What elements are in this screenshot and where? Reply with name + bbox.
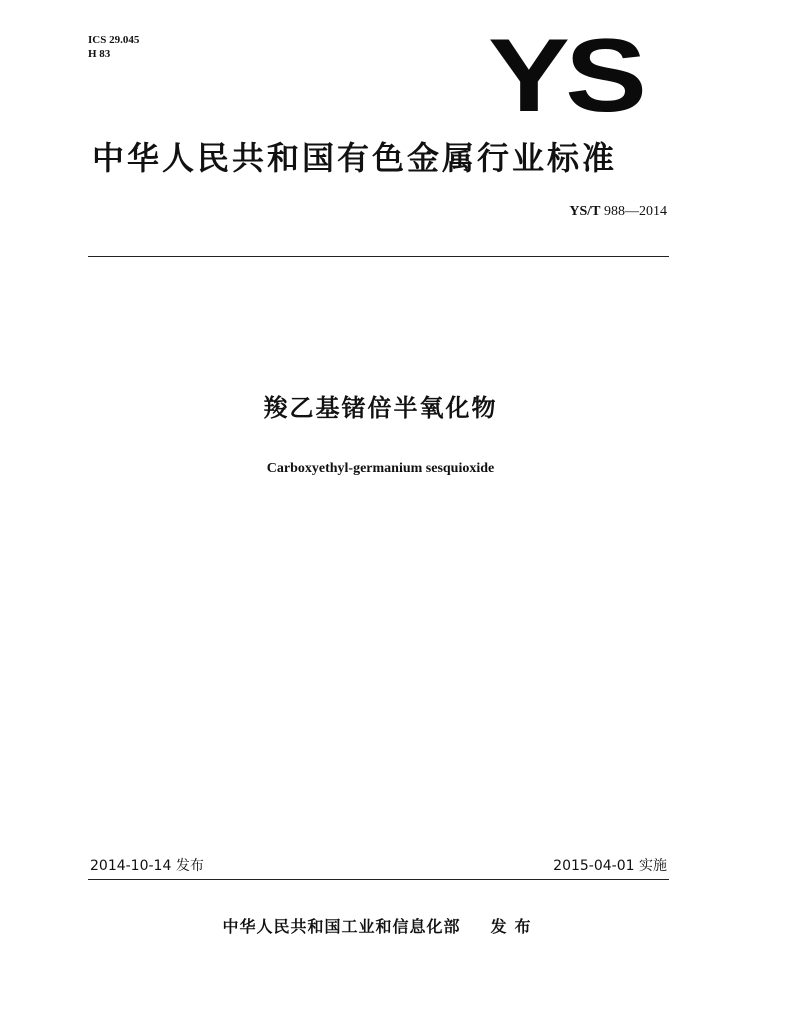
bottom-divider xyxy=(88,879,669,880)
category-code: H 83 xyxy=(88,48,111,60)
document-title-cn: 羧乙基锗倍半氧化物 xyxy=(263,394,498,422)
implement-date-block xyxy=(553,857,667,875)
standard-title: 中华人民共和国有色金属行业标准 xyxy=(92,139,618,177)
issuer-name: 中华人民共和国工业和信息化部 xyxy=(222,917,461,936)
issuer-block xyxy=(0,916,761,938)
issue-date: 2014-10-14 xyxy=(90,858,172,874)
standard-code-prefix: YS/T xyxy=(569,204,601,219)
standard-code-number: 988—2014 xyxy=(600,204,667,219)
issue-label: 发布 xyxy=(175,858,204,874)
ys-logo: YS xyxy=(488,18,643,134)
document-title-en: Carboxyethyl-germanium sesquioxide xyxy=(266,461,495,476)
ics-classification xyxy=(88,33,139,61)
standard-code xyxy=(569,203,667,221)
issuer-action: 发布 xyxy=(490,917,539,936)
implement-date: 2015-04-01 xyxy=(553,858,635,874)
top-divider xyxy=(88,256,669,257)
issue-date-block xyxy=(90,857,204,875)
implement-label: 实施 xyxy=(639,858,667,874)
ics-code: ICS 29.045 xyxy=(88,34,140,46)
